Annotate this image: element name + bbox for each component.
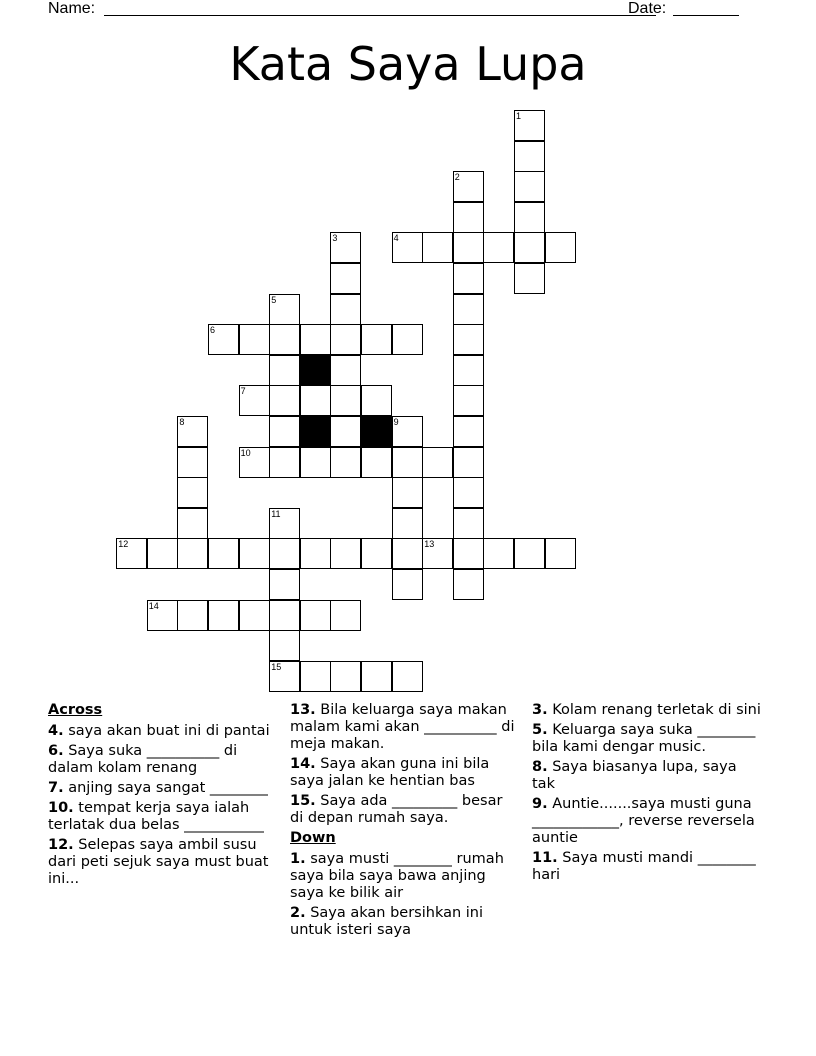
grid-cell[interactable] [392,538,423,569]
clue-item-number: 11. [532,850,558,866]
grid-cell[interactable] [361,385,392,416]
clue-item-number: 14. [290,756,316,772]
grid-cell[interactable] [269,538,300,569]
clue-item-number: 9. [532,796,548,812]
grid-cell[interactable] [177,538,208,569]
grid-cell[interactable] [269,508,300,539]
down-clue-list-continued [532,702,764,884]
grid-cell[interactable] [483,232,514,263]
grid-cell[interactable] [453,232,484,263]
clue-number: 1 [516,111,522,121]
clue-item [48,743,273,777]
grid-cell[interactable] [269,661,300,692]
clue-item-number: 13. [290,702,316,718]
grid-cell[interactable] [453,569,484,600]
down-clue-list [290,851,515,939]
across-heading: Across [48,702,103,718]
grid-cell[interactable] [361,661,392,692]
grid-cell[interactable] [453,263,484,294]
grid-cell[interactable] [514,202,545,233]
grid-cell[interactable] [208,324,239,355]
grid-cell[interactable] [177,447,208,478]
clue-number: 13 [424,539,435,550]
grid-cell[interactable] [514,538,545,569]
grid-cell[interactable] [269,324,300,355]
clue-number: 9 [393,417,399,427]
clue-column-3 [532,702,764,887]
clue-number: 14 [148,600,159,611]
grid-cell[interactable] [269,416,300,447]
grid-cell[interactable] [330,355,361,386]
grid-cell[interactable] [392,447,423,478]
grid-cell[interactable] [269,569,300,600]
grid-cell[interactable] [239,324,270,355]
clue-item-number: 15. [290,793,316,809]
grid-cell[interactable] [453,447,484,478]
grid-cell[interactable] [453,477,484,508]
clue-item [290,756,515,790]
grid-cell[interactable] [453,202,484,233]
clue-number: 12 [118,539,129,550]
clue-item-text: Kolam renang terletak di sini [547,702,761,718]
grid-cell[interactable] [269,385,300,416]
black-cell [300,355,331,386]
clue-item [290,851,515,902]
clue-item-number: 6. [48,743,64,759]
grid-cell[interactable] [208,600,239,631]
black-cell [361,416,392,447]
name-label: Name: [48,0,96,17]
grid-cell[interactable] [208,538,239,569]
grid-cell[interactable] [239,538,270,569]
clue-item [48,800,273,834]
clue-item [532,850,764,884]
grid-cell[interactable] [330,447,361,478]
grid-cell[interactable] [392,416,423,447]
grid-cell[interactable] [392,508,423,539]
grid-cell[interactable] [269,600,300,631]
clue-item [532,722,764,756]
clue-item-number: 5. [532,722,548,738]
grid-cell[interactable] [453,416,484,447]
clue-item-text: anjing saya sangat ________ [63,780,268,796]
grid-cell[interactable] [330,661,361,692]
grid-cell[interactable] [177,416,208,447]
clue-item-text: Saya biasanya lupa, saya tak [532,759,737,792]
grid-cell[interactable] [330,294,361,325]
clue-item-text: tempat kerja saya ialah terlatak dua belas ___________ [48,800,264,833]
clue-item [48,723,273,740]
puzzle-title: Kata Saya Lupa [229,37,587,91]
grid-cell[interactable] [147,600,178,631]
grid-cell[interactable] [453,171,484,202]
grid-cell[interactable] [514,141,545,172]
down-heading: Down [290,830,336,846]
clue-number: 6 [210,325,216,336]
grid-cell[interactable] [361,447,392,478]
grid-cell[interactable] [453,385,484,416]
grid-cell[interactable] [453,294,484,325]
grid-cell[interactable] [300,661,331,692]
clue-item [48,780,273,797]
grid-cell[interactable] [330,538,361,569]
clue-item-number: 12. [48,837,74,853]
clue-item-number: 8. [532,759,548,775]
clue-item-number: 2. [290,905,306,921]
grid-cell[interactable] [392,661,423,692]
clue-item-text: Saya ada _________ besar di depan rumah saya. [290,793,503,826]
clue-column-1 [48,702,273,891]
grid-cell[interactable] [514,171,545,202]
grid-cell[interactable] [483,538,514,569]
clue-item-text: saya akan buat ini di pantai [63,723,270,739]
grid-cell[interactable] [300,600,331,631]
grid-cell[interactable] [239,447,270,478]
grid-cell[interactable] [361,538,392,569]
grid-cell[interactable] [239,600,270,631]
clue-item [290,793,515,827]
clue-item [532,759,764,793]
clue-item-text: Saya suka __________ di dalam kolam renang [48,743,238,776]
grid-cell[interactable] [177,600,208,631]
clue-item-number: 10. [48,800,74,816]
across-clue-list-continued [290,702,515,827]
clue-number: 7 [240,386,246,397]
grid-cell[interactable] [300,324,331,355]
clue-item-number: 4. [48,723,64,739]
grid-cell[interactable] [239,385,270,416]
grid-cell[interactable] [300,447,331,478]
clue-number: 11 [271,508,281,519]
grid-cell[interactable] [545,538,576,569]
clue-number: 4 [393,233,399,244]
clue-number: 5 [271,294,277,305]
clue-number: 3 [332,233,338,244]
grid-cell[interactable] [147,538,178,569]
grid-cell[interactable] [177,508,208,539]
grid-cell[interactable] [453,538,484,569]
grid-cell[interactable] [453,508,484,539]
date-label: Date: [628,0,667,17]
grid-cell[interactable] [422,232,453,263]
grid-cell[interactable] [361,324,392,355]
grid-cell[interactable] [392,569,423,600]
clue-item-number: 1. [290,851,306,867]
clue-item [532,796,764,847]
clue-item-number: 3. [532,702,548,718]
clue-item-text: Selepas saya ambil susu dari peti sejuk saya must buat ini... [48,837,269,887]
clue-item-text: Auntie.......saya musti guna ____________, reverse reversela auntie [532,796,755,846]
grid-cell[interactable] [269,294,300,325]
grid-cell[interactable] [392,477,423,508]
clue-item-text: Saya akan bersihkan ini untuk isteri saya [290,905,484,938]
grid-cell[interactable] [514,110,545,141]
clue-column-2 [290,702,515,942]
clue-item-text: Saya musti mandi ________ hari [532,850,756,883]
clue-item [290,702,515,753]
grid-cell[interactable] [177,477,208,508]
grid-cell[interactable] [330,232,361,263]
across-clue-list [48,723,273,888]
grid-cell[interactable] [269,355,300,386]
clue-number: 2 [454,172,460,183]
clue-item-text: saya musti ________ rumah saya bila saya bawa anjing saya ke bilik air [290,851,504,901]
clue-number: 10 [240,447,251,458]
clue-item-text: Bila keluarga saya makan malam kami akan __________ di meja makan. [290,702,515,752]
grid-cell[interactable] [330,385,361,416]
grid-cell[interactable] [453,324,484,355]
grid-cell[interactable] [300,538,331,569]
grid-cell[interactable] [300,385,331,416]
grid-cell[interactable] [453,355,484,386]
clue-number: 15 [271,661,282,672]
black-cell [300,416,331,447]
grid-cell[interactable] [514,263,545,294]
clue-item-text: Saya akan guna ini bila saya jalan ke hentian bas [290,756,490,789]
grid-cell[interactable] [116,538,147,569]
grid-cell[interactable] [422,447,453,478]
clue-number: 8 [179,417,185,427]
grid-cell[interactable] [330,324,361,355]
grid-cell[interactable] [269,630,300,661]
grid-cell[interactable] [422,538,453,569]
clue-item [290,905,515,939]
clue-item [48,837,273,888]
grid-cell[interactable] [392,232,423,263]
clue-item-number: 7. [48,780,64,796]
grid-cell[interactable] [514,232,545,263]
grid-cell[interactable] [330,600,361,631]
clue-item-text: Keluarga saya suka ________ bila kami dengar music. [532,722,756,755]
grid-cell[interactable] [330,263,361,294]
grid-cell[interactable] [330,416,361,447]
grid-cell[interactable] [392,324,423,355]
clue-item [532,702,764,719]
grid-cell[interactable] [545,232,576,263]
grid-cell[interactable] [269,447,300,478]
